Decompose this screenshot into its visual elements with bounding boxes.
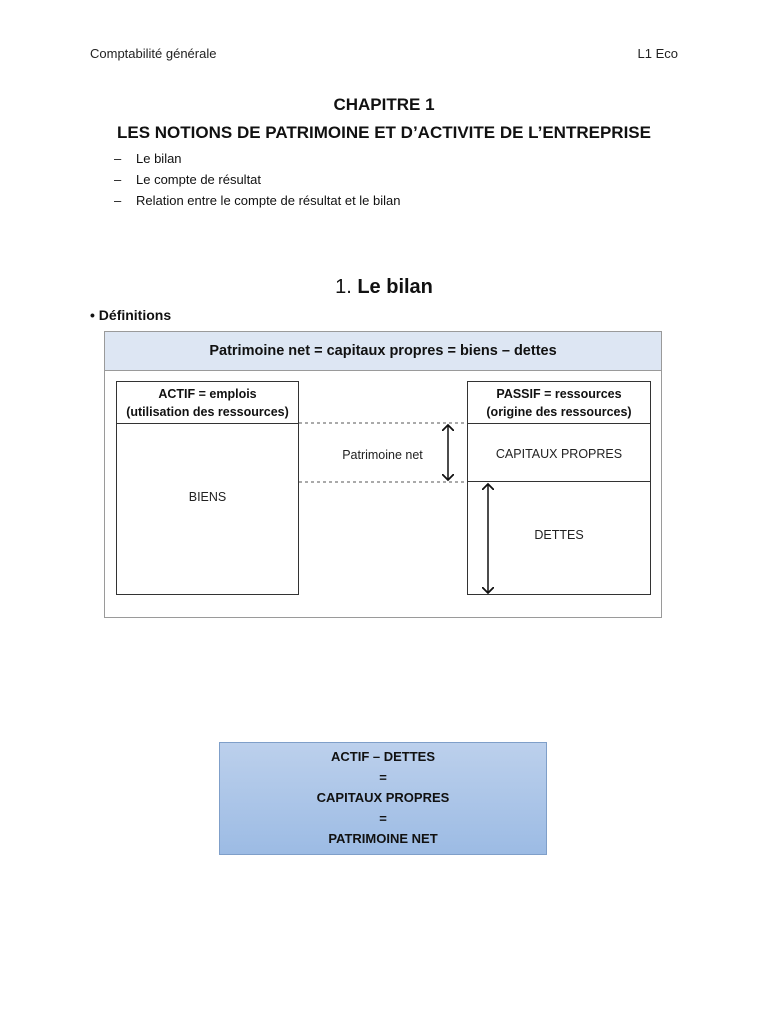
actif-subtitle: (utilisation des ressources)	[126, 404, 289, 419]
equation-line: PATRIMOINE NET	[328, 831, 438, 847]
section-title-text: Le bilan	[357, 276, 433, 298]
header-course-title: Comptabilité générale	[90, 46, 217, 61]
outline-dash: –	[114, 193, 122, 208]
equation-line: =	[379, 769, 387, 785]
diagram-formula-banner: Patrimoine net = capitaux propres = biens – dettes	[104, 331, 662, 371]
actif-biens-label: BIENS	[188, 490, 227, 504]
outline-item-label: Le compte de résultat	[136, 172, 262, 187]
passif-title: PASSIF = ressources	[496, 386, 622, 401]
outline-dash: –	[114, 151, 122, 166]
chapter-number: CHAPITRE 1	[333, 95, 435, 114]
actif-title: ACTIF = emplois	[158, 386, 257, 401]
chapter-title: LES NOTIONS DE PATRIMOINE ET D’ACTIVITE DE L’ENTREPRISE	[117, 123, 651, 142]
outline-dash: –	[114, 172, 122, 187]
outline-item-label: Relation entre le compte de résultat et le bilan	[136, 193, 401, 208]
equation-line: ACTIF – DETTES	[330, 749, 435, 765]
header-level: L1 Eco	[637, 46, 678, 61]
passif-capitaux-label: CAPITAUX PROPRES	[495, 447, 623, 461]
equation-line: =	[379, 810, 387, 826]
definitions-heading: • Définitions	[90, 307, 172, 323]
patrimoine-net-label: Patrimoine net	[342, 448, 423, 462]
passif-dettes-label: DETTES	[534, 528, 584, 542]
section-number: 1.	[335, 276, 352, 298]
equation-box	[219, 742, 547, 855]
equation-line: CAPITAUX PROPRES	[316, 790, 450, 806]
outline-item-label: Le bilan	[136, 151, 182, 166]
passif-subtitle: (origine des ressources)	[486, 404, 632, 419]
